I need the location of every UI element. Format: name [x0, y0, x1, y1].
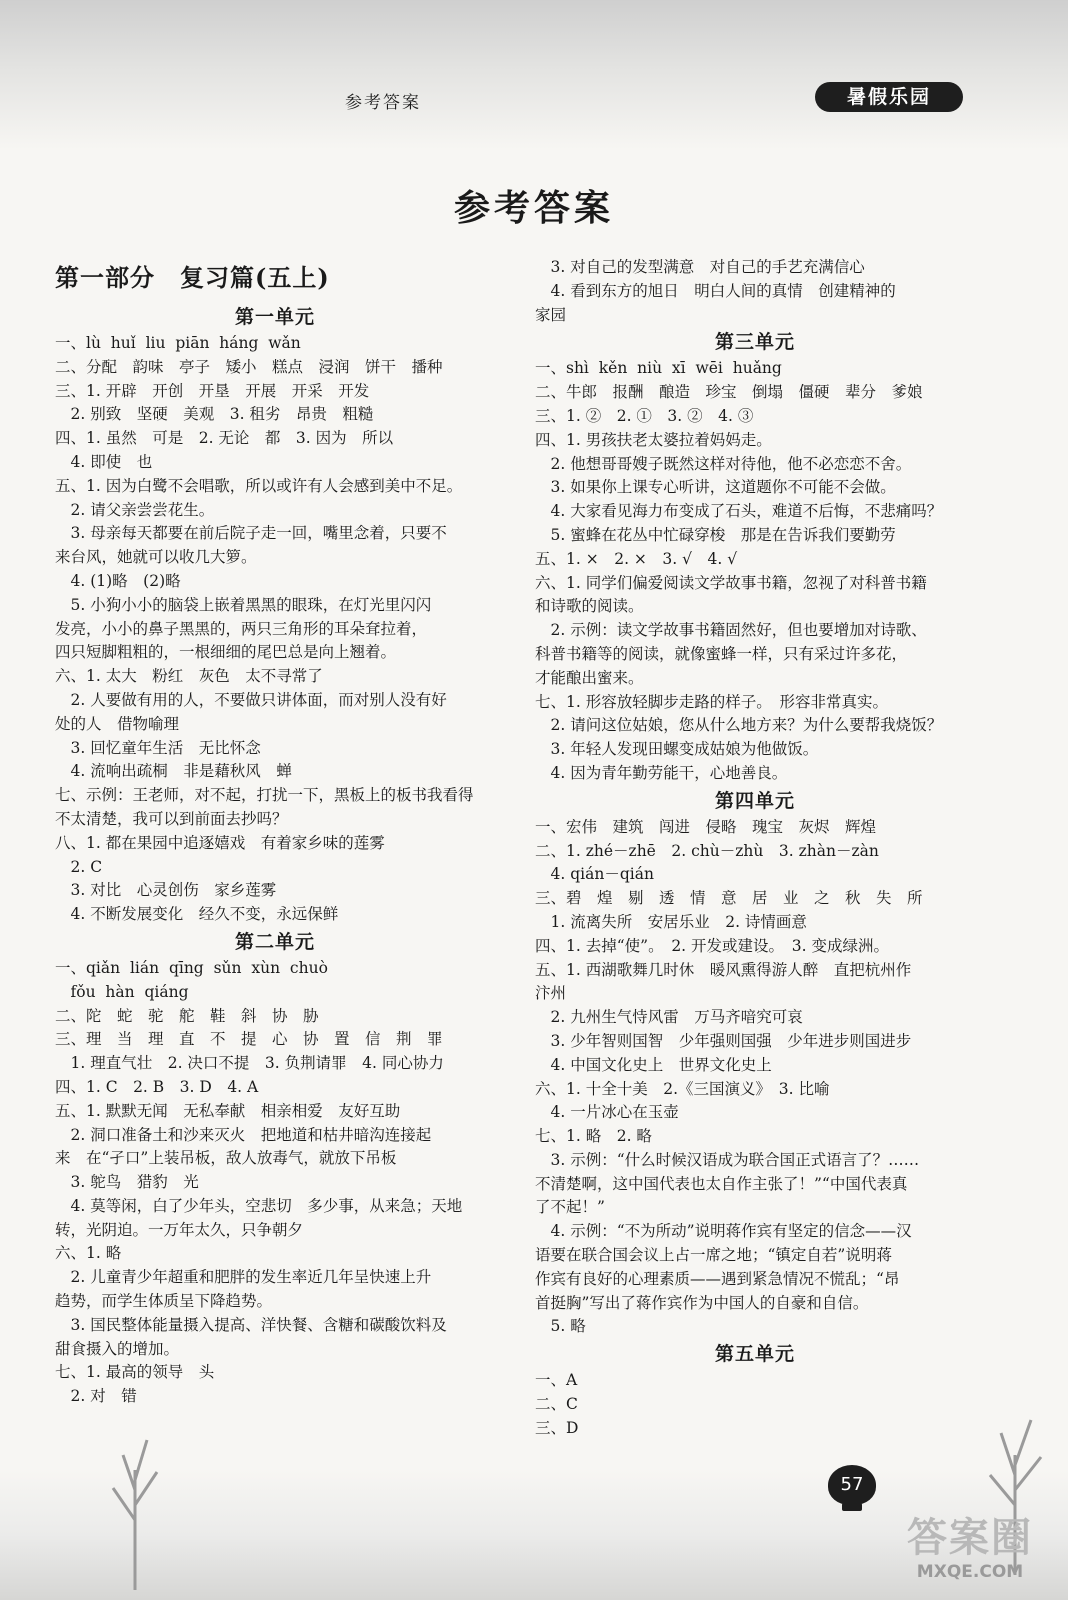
answer-line: 四、1. 男孩扶老太婆拉着妈妈走。 — [535, 430, 772, 449]
answer-line: 五、1. 西湖歌舞几时休 暖风熏得游人醉 直把杭州作 — [535, 960, 912, 979]
answer-line: 三、1. 开辟 开创 开垦 开展 开采 开发 — [55, 381, 370, 400]
answer-line: 来 在“孑口”上装吊板，敌人放毒气，就放下吊板 — [55, 1149, 397, 1168]
answer-line: 一、宏伟 建筑 闯进 侵略 瑰宝 灰烬 辉煌 — [535, 817, 877, 836]
answer-line: 5. 小狗小小的脑袋上嵌着黑黑的眼珠，在灯光里闪闪 — [55, 595, 432, 614]
answer-line: 4. 大家看见海力布变成了石头，难道不后悔，不悲痛吗？ — [535, 502, 943, 521]
answer-line: 处的人 借物喻理 — [55, 714, 180, 733]
answer-line: 二、牛郎 报酬 酿造 珍宝 倒塌 僵硬 辈分 爹娘 — [535, 383, 923, 402]
answer-line: 四只短脚粗粗的，一根细细的尾巴总是向上翘着。 — [55, 643, 397, 662]
answer-list — [535, 357, 975, 785]
answer-line: 2. 请问这位姑娘，您从什么地方来？为什么要帮我烧饭？ — [535, 716, 943, 735]
answer-line: 3. 少年智则国智 少年强则国强 少年进步则国进步 — [535, 1031, 912, 1050]
answer-line: 七、示例：王老师，对不起，打扰一下，黑板上的板书我看得 — [55, 786, 474, 805]
answer-line: 2. 别致 坚硬 美观 3. 租劣 昂贵 粗糙 — [55, 405, 374, 424]
answer-line: 汴州 — [535, 984, 567, 1003]
answer-line: 3. 对自己的发型满意 对自己的手艺充满信心 — [535, 258, 865, 276]
answer-line: 趋势，而学生体质呈下降趋势。 — [55, 1292, 273, 1311]
answer-line: 六、1. 太大 粉红 灰色 太不寻常了 — [55, 667, 323, 686]
answer-line: 甜食摄入的增加。 — [55, 1339, 180, 1358]
watermark-logo-text: 答案圈 — [907, 1515, 1033, 1561]
answer-line: 3. 年轻人发现田螺变成姑娘为他做饭。 — [535, 740, 819, 759]
answer-line: 4. 中国文化史上 世界文化史上 — [535, 1055, 772, 1074]
answer-line: 3. 对比 心灵创伤 家乡莲雾 — [55, 881, 277, 900]
answer-line: 二、C — [535, 1395, 578, 1414]
right-column — [535, 256, 975, 1441]
answer-line: 5. 蜜蜂在花丛中忙碌穿梭 那是在告诉我们要勤劳 — [535, 525, 896, 544]
answer-line: 三、碧 煌 剔 透 情 意 居 业 之 秋 失 所 — [535, 889, 923, 908]
answer-line: 不清楚啊，这中国代表也太自作主张了！”“中国代表真 — [535, 1174, 908, 1193]
answer-line: 首挺胸”写出了蒋作宾作为中国人的自豪和自信。 — [535, 1293, 869, 1312]
answer-line: 1. 流离失所 安居乐业 2. 诗情画意 — [535, 912, 807, 931]
answer-line: 发亮，小小的鼻子黑黑的，两只三角形的耳朵耷拉着， — [55, 619, 428, 638]
answer-line: 四、1. 去掉“使”。 2. 开发或建设。 3. 变成绿洲。 — [535, 936, 889, 955]
answer-line: 了不起！” — [535, 1198, 605, 1217]
answer-line: 2. C — [55, 857, 103, 876]
answer-line: 2. 儿童青少年超重和肥胖的发生率近几年呈快速上升 — [55, 1268, 432, 1287]
answer-line: 3. 母亲每天都要在前后院子走一回，嘴里念着，只要不 — [55, 524, 447, 543]
answer-line: 才能酿出蜜来。 — [535, 668, 644, 687]
answer-line: 转，光阴迫。一万年太久，只争朝夕 — [55, 1220, 304, 1239]
answer-line: 来台风，她就可以收几大箩。 — [55, 548, 257, 567]
part-title: 第一部分 复习篇(五上) — [55, 263, 330, 292]
answer-line: 四、1. C 2. B 3. D 4. A — [55, 1077, 259, 1096]
answer-line: 5. 略 — [535, 1317, 586, 1336]
answer-line: 五、1. 因为白鹭不会唱歌，所以或许有人会感到美中不足。 — [55, 476, 463, 495]
tree-illustration-left — [95, 1400, 175, 1590]
answer-line: 作宾有良好的心理素质——遇到紧急情况不慌乱；“昂 — [535, 1269, 900, 1288]
answer-line: 2. 洞口准备土和沙来灭火 把地道和枯井暗沟连接起 — [55, 1125, 432, 1144]
answer-line: 七、1. 形容放轻脚步走路的样子。 形容非常真实。 — [535, 692, 888, 711]
answer-line: 一、shì kěn niù xī wēi huǎng — [535, 359, 782, 378]
answer-line: 3. 如果你上课专心听讲，这道题你不可能不会做。 — [535, 478, 896, 497]
answer-line: 二、分配 韵味 亭子 矮小 糕点 浸润 饼干 播种 — [55, 357, 443, 376]
answer-line: 2. 他想哥哥嫂子既然这样对待他，他不必恋恋不舍。 — [535, 454, 912, 473]
answer-list — [55, 332, 495, 927]
answer-line: 3. 回忆童年生活 无比怀念 — [55, 738, 261, 757]
answer-line: 3. 示例：“什么时候汉语成为联合国正式语言了？…… — [535, 1150, 920, 1169]
page-title: 参考答案 — [453, 187, 614, 229]
answer-line: 不太清楚，我可以到前面去抄吗？ — [55, 809, 288, 828]
answer-line: 3. 国民整体能量摄入提高、洋快餐、含糖和碳酸饮料及 — [55, 1315, 447, 1334]
answer-line: 2. 对 错 — [55, 1387, 137, 1406]
answer-line: 五、1. × 2. × 3. √ 4. √ — [535, 549, 738, 568]
answer-line: 六、1. 同学们偏爱阅读文学故事书籍，忽视了对科普书籍 — [535, 573, 927, 592]
answer-line: 和诗歌的阅读。 — [535, 597, 644, 616]
header-background — [0, 0, 1068, 150]
watermark-url: MXQE.COM — [916, 1562, 1024, 1582]
watermark — [885, 1515, 1055, 1590]
unit-title: 第一单元 — [234, 306, 315, 328]
unit-title: 第二单元 — [234, 930, 315, 953]
answer-line: 1. 理直气壮 2. 决口不提 3. 负荆请罪 4. 同心协力 — [55, 1054, 444, 1073]
answer-line: 三、1. ② 2. ① 3. ② 4. ③ — [535, 406, 754, 425]
answer-line: 4. 示例：“不为所动”说明蒋作宾有坚定的信念——汉 — [535, 1222, 912, 1241]
answer-line: 六、1. 十全十美 2.《三国演义》 3. 比喻 — [535, 1079, 830, 1098]
answer-line: 一、qiǎn lián qīng sǔn xùn chuò — [55, 958, 328, 977]
answer-line: 七、1. 略 2. 略 — [535, 1127, 652, 1146]
unit-title: 第四单元 — [714, 789, 795, 812]
answer-line: 4. (1)略 (2)略 — [55, 571, 181, 590]
answer-line: 4. 一片冰心在玉壶 — [535, 1103, 679, 1122]
answer-line: 4. 看到东方的旭日 明白人间的真情 创建精神的 — [535, 281, 896, 300]
answer-line: 六、1. 略 — [55, 1244, 122, 1263]
answer-line: 八、1. 都在果园中追逐嬉戏 有着家乡味的莲雾 — [55, 833, 385, 852]
right-intro-lines — [535, 256, 975, 327]
page-number: 57 — [828, 1465, 876, 1505]
answer-list — [535, 1369, 975, 1440]
answer-line: 一、A — [535, 1371, 578, 1390]
answer-line: 2. 示例：读文学故事书籍固然好，但也要增加对诗歌、 — [535, 621, 927, 640]
answer-list — [55, 957, 495, 1409]
answer-line: 4. 不断发展变化 经久不变，永远保鲜 — [55, 905, 339, 924]
answer-line: 2. 人要做有用的人，不要做只讲体面，而对别人没有好 — [55, 690, 447, 709]
answer-line: 二、陀 蛇 驼 舵 鞋 斜 协 胁 — [55, 1006, 319, 1025]
unit-title: 第三单元 — [714, 331, 795, 354]
answer-line: 七、1. 最高的领导 头 — [55, 1363, 215, 1382]
answer-line: 4. 莫等闲，白了少年头，空悲切 多少事，从来急；天地 — [55, 1196, 463, 1215]
answer-line: 2. 九州生气恃风雷 万马齐喑究可哀 — [535, 1008, 803, 1027]
page-number-base — [842, 1503, 862, 1511]
answer-line: 家园 — [535, 305, 567, 324]
running-head: 参考答案 — [345, 93, 421, 113]
answer-line: 3. 鸵鸟 猎豹 光 — [55, 1173, 199, 1192]
brand-badge: 暑假乐园 — [815, 82, 963, 112]
left-units — [55, 302, 495, 1409]
answer-line: 4. 即使 也 — [55, 452, 153, 471]
answer-line: 三、D — [535, 1418, 579, 1437]
answer-line: 科普书籍等的阅读，就像蜜蜂一样，只有采过许多花， — [535, 644, 908, 663]
answer-line: 三、理 当 理 直 不 提 心 协 置 信 荆 罪 — [55, 1030, 443, 1049]
unit-title: 第五单元 — [714, 1343, 795, 1366]
answer-line: fǒu hàn qiáng — [55, 982, 189, 1001]
answer-line: 一、lù huǐ liu piān háng wǎn — [55, 334, 301, 352]
answer-line: 4. 因为青年勤劳能干，心地善良。 — [535, 763, 788, 782]
answer-line: 语要在联合国会议上占一席之地；“镇定自若”说明蒋 — [535, 1246, 892, 1265]
answer-line: 二、1. zhé－zhē 2. chù－zhù 3. zhàn－zàn — [535, 841, 879, 860]
answer-line: 2. 请父亲尝尝花生。 — [55, 500, 215, 519]
answer-list — [535, 816, 975, 1340]
answer-line: 五、1. 默默无闻 无私奉献 相亲相爱 友好互助 — [55, 1101, 401, 1120]
answer-line: 4. 流响出疏桐 非是藉秋风 蝉 — [55, 762, 292, 781]
answer-line: 4. qián－qián — [535, 865, 654, 884]
answer-line: 四、1. 虽然 可是 2. 无论 都 3. 因为 所以 — [55, 429, 394, 448]
left-column — [55, 258, 495, 1409]
right-units — [535, 327, 975, 1440]
